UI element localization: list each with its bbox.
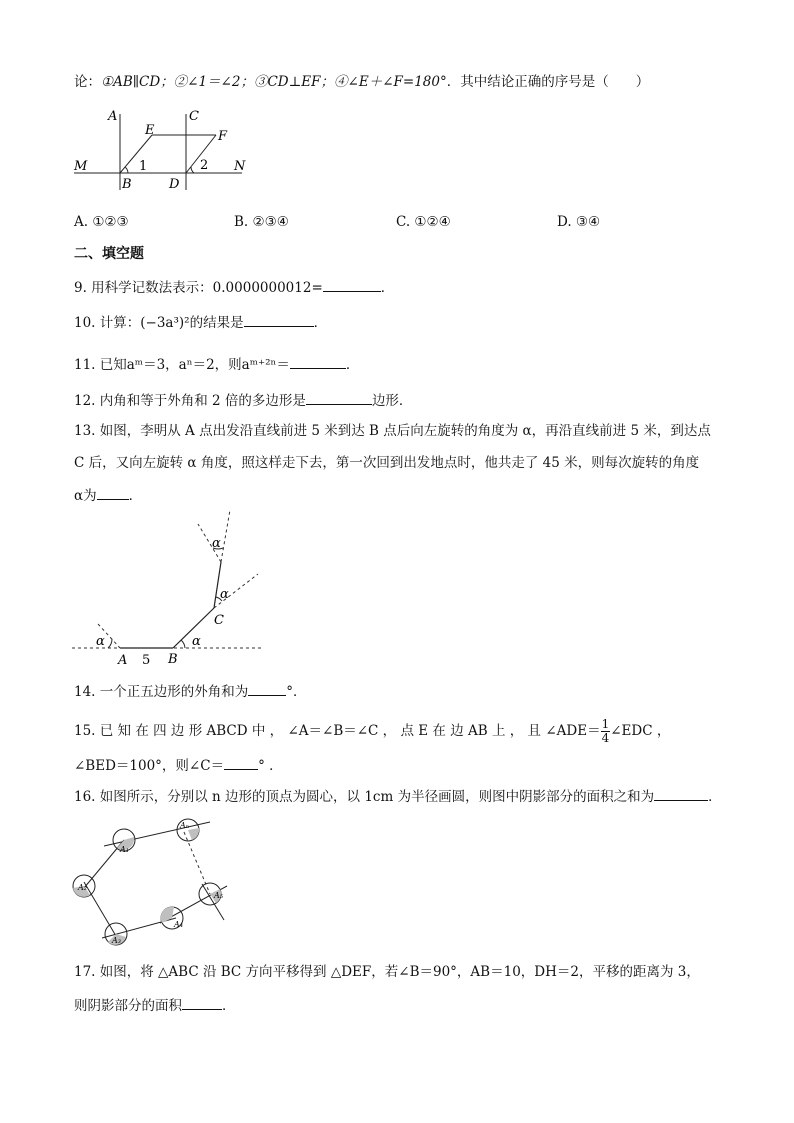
- q8-stem-part2: ．其中结论正确的序号是（ ）: [446, 74, 650, 90]
- alpha-arc-a: [108, 639, 112, 648]
- q15-fraction: [601, 718, 611, 745]
- q15-line1a: 15. 已 知 在 四 边 形 ABCD 中 ， ∠A＝∠B＝∠C ， 点 E 在 边 AB 上 ， 且 ∠ADE＝: [74, 723, 601, 739]
- q13-line2: C 后，又向左旋转 α 角度，照这样走下去，第一次回到出发地点时，他共走了 45 米，则每次旋转的角度: [74, 455, 700, 471]
- q13-figure: [68, 506, 268, 671]
- edge-a3-a2: [84, 882, 116, 936]
- alpha-label-c: α: [220, 587, 229, 602]
- q8-figure: [70, 106, 250, 196]
- sector-an: [188, 828, 199, 840]
- q11-end: ．: [345, 357, 360, 373]
- label-e: E: [145, 123, 155, 138]
- alpha-label-d: α: [212, 536, 221, 551]
- q17-blank: [182, 995, 222, 1010]
- q8-stem-part1: 论：: [74, 74, 101, 90]
- q14-blank: [248, 681, 286, 696]
- label-angle-2: 2: [200, 158, 209, 173]
- label-a2: A₂: [78, 883, 87, 892]
- q15-blank: [224, 755, 258, 770]
- label-c: C: [214, 613, 224, 628]
- dashed-d: [221, 510, 230, 562]
- q8-option-a: A. ①②③: [74, 214, 129, 230]
- label-a5: A₅: [214, 891, 223, 900]
- q9: [74, 277, 394, 297]
- alpha-label-b: α: [192, 634, 201, 649]
- q13-blank: [97, 485, 129, 500]
- q14: [74, 681, 307, 701]
- label-c: C: [189, 109, 199, 124]
- q17-line1: 17. 如图，将 △ABC 沿 BC 方向平移得到 △DEF，若∠B＝90°，AB＝10，DH＝2，平移的距离为 3，: [74, 964, 700, 980]
- label-a3: A₃: [112, 936, 121, 945]
- q12: [74, 390, 412, 410]
- q14-end: °．: [286, 684, 307, 700]
- q15-frac-den: 4: [601, 731, 610, 745]
- q15-line2-text: ∠BED＝100°，则∠C＝: [74, 758, 225, 774]
- q8-stem: [74, 73, 649, 91]
- q10-blank: [244, 312, 314, 327]
- q15-line2: [74, 755, 283, 775]
- q8-option-b: B. ②③④: [234, 214, 289, 230]
- q9-text: 9. 用科学记数法表示：0.0000000012=: [74, 280, 323, 296]
- label-a4: A₄: [174, 920, 183, 929]
- label-five: 5: [142, 653, 151, 668]
- q13-line3: [74, 485, 142, 505]
- q16-blank: [654, 786, 708, 801]
- label-a: A: [118, 653, 128, 668]
- q12-end: 边形．: [371, 393, 413, 409]
- q15-frac-num: 1: [601, 717, 610, 731]
- label-a1: A₁: [120, 845, 129, 854]
- q11-text: 11. 已知aᵐ＝3，aⁿ＝2，则aᵐ⁺²ⁿ＝: [74, 357, 290, 373]
- q8-option-c: C. ①②④: [396, 214, 451, 230]
- q16-text: 16. 如图所示，分别以 n 边形的顶点为圆心，以 1cm 为半径画圆，则图中阴影部分的面积之和为: [74, 789, 655, 805]
- angle-1-arc: [125, 167, 128, 173]
- q11-blank: [290, 354, 346, 369]
- label-n: N: [234, 159, 246, 174]
- label-m: M: [74, 159, 88, 174]
- q14-text: 14. 一个正五边形的外角和为: [74, 684, 249, 700]
- q10: [74, 312, 327, 332]
- q10-text: 10. 计算：(−3a³)²的结果是: [74, 315, 244, 331]
- q15-end: ° ．: [258, 758, 283, 774]
- label-a: A: [108, 109, 118, 124]
- q17-end: ．: [222, 998, 236, 1014]
- label-d: D: [169, 177, 180, 192]
- label-b: B: [122, 177, 132, 192]
- q12-blank: [306, 390, 372, 405]
- q9-end: ．: [380, 280, 395, 296]
- q8-option-d: D. ③④: [557, 214, 601, 230]
- q13-line3-text: α为: [74, 488, 97, 504]
- alpha-label-a: α: [96, 634, 105, 649]
- q13-end: ．: [128, 488, 143, 504]
- q11: [74, 354, 359, 374]
- q15-line1: [74, 718, 670, 745]
- section-title: 二、填空题: [74, 246, 144, 262]
- q17-line2: [74, 995, 236, 1015]
- label-angle-1: 1: [139, 159, 148, 174]
- q16: [74, 786, 722, 806]
- angle-2-arc: [191, 167, 194, 173]
- q15-line1b: ∠EDC ，: [610, 723, 671, 739]
- label-an: Aₙ: [180, 821, 190, 830]
- q16-figure: [64, 812, 236, 950]
- q8-stem-math: ①AB∥CD；②∠1＝∠2；③CD⊥EF；④∠E＋∠F=180°: [101, 74, 447, 90]
- q9-blank: [323, 277, 381, 292]
- alpha-arc-b: [181, 640, 185, 648]
- q13-line1: 13. 如图，李明从 A 点出发沿直线前进 5 米到达 B 点后向左旋转的角度为 α，再沿直线前进 5 米，到达点: [74, 423, 711, 439]
- label-f: F: [218, 129, 228, 144]
- label-b: B: [168, 652, 178, 667]
- q17-line2-text: 则阴影部分的面积: [74, 998, 182, 1014]
- q10-end: ．: [313, 315, 328, 331]
- q16-end: ．: [708, 789, 722, 805]
- q12-text: 12. 内角和等于外角和 2 倍的多边形是: [74, 393, 306, 409]
